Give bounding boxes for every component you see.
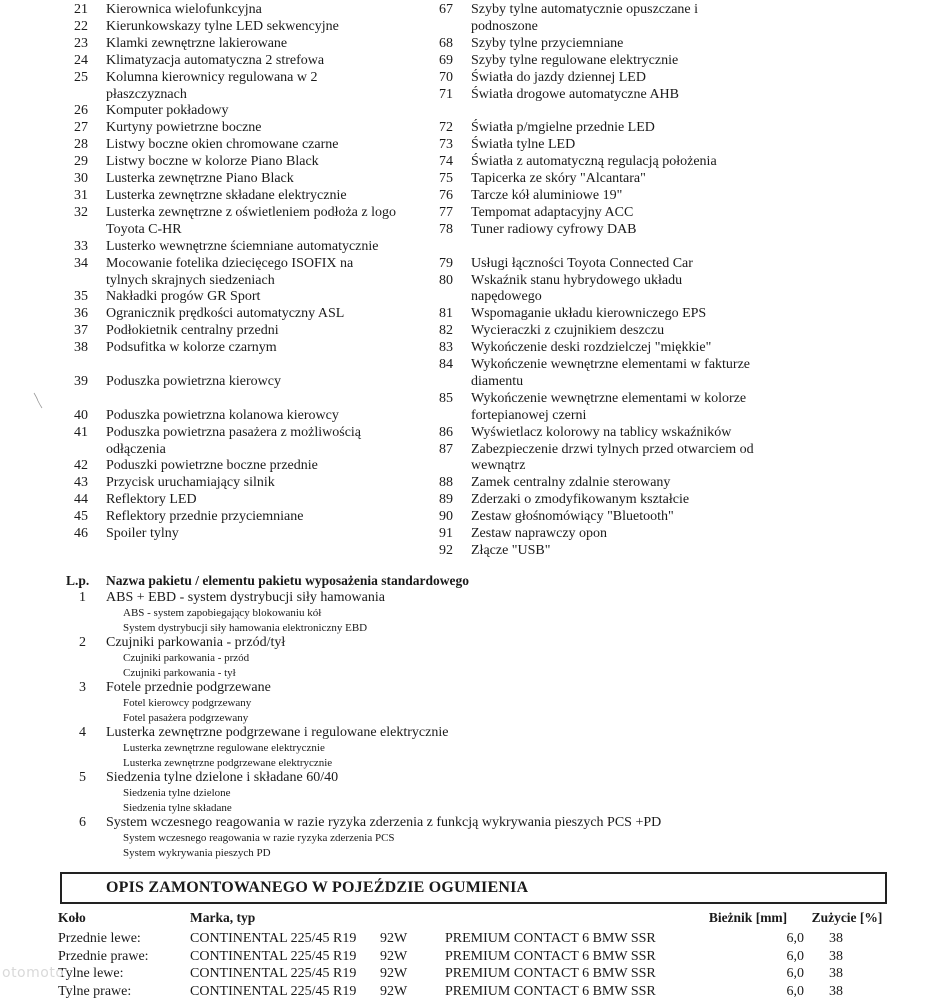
equipment-item: [60, 188, 410, 205]
equipment-item-text: Spoiler tylny: [106, 526, 410, 543]
equipment-item-number: 36: [60, 306, 88, 323]
equipment-item: [60, 340, 410, 357]
equipment-item-text: Usługi łączności Toyota Connected Car: [471, 256, 800, 273]
package-section: [66, 572, 926, 860]
equipment-item-number: 35: [60, 289, 88, 306]
equipment-item: [60, 357, 410, 374]
package-subitem: ABS - system zapobiegający blokowaniu kół: [123, 606, 926, 621]
package-name: Czujniki parkowania - przód/tył: [106, 635, 926, 651]
equipment-item-text: Podłokietnik centralny przedni: [106, 323, 410, 340]
tire-wear: 38: [796, 966, 876, 982]
equipment-item-text: wewnątrz: [471, 458, 800, 475]
equipment-item-number: 43: [60, 475, 88, 492]
equipment-item: [60, 458, 410, 475]
equipment-item-text: Poduszka powietrzna kolanowa kierowcy: [106, 408, 410, 425]
equipment-item: [425, 188, 800, 205]
equipment-item-text: Poduszka powietrzna pasażera z możliwością: [106, 425, 410, 442]
equipment-item-text: Wskaźnik stanu hybrydowego układu: [471, 273, 800, 290]
tire-load-speed-index: 92W: [380, 949, 407, 965]
equipment-item: [425, 70, 800, 87]
package-subitem: Fotel kierowcy podgrzewany: [123, 696, 926, 711]
equipment-item: [60, 526, 410, 543]
tire-wear: 38: [796, 931, 876, 947]
tire-model: PREMIUM CONTACT 6 BMW SSR: [445, 966, 656, 982]
equipment-item-text: Komputer pokładowy: [106, 103, 410, 120]
equipment-item-text: Reflektory LED: [106, 492, 410, 509]
package-name: System wczesnego reagowania w razie ryzyka zderzenia z funkcją wykrywania pieszych PCS +PD: [106, 815, 926, 831]
tire-table-header: [58, 910, 918, 931]
header-kolo: Koło: [58, 910, 86, 926]
equipment-item: [60, 509, 410, 526]
equipment-item: [60, 154, 410, 171]
equipment-item-number: 29: [60, 154, 88, 171]
equipment-item: [425, 103, 800, 120]
equipment-item: [425, 492, 800, 509]
equipment-item-number: 87: [425, 442, 453, 459]
equipment-item-number: 21: [60, 2, 88, 19]
equipment-item: [60, 171, 410, 188]
header-biez: Bieżnik [mm]: [702, 910, 794, 926]
equipment-item: [425, 526, 800, 543]
equipment-item-number: 46: [60, 526, 88, 543]
equipment-item: [60, 408, 410, 425]
equipment-item-number: 88: [425, 475, 453, 492]
package-subitem: Czujniki parkowania - tył: [123, 666, 926, 681]
tire-table: [58, 910, 918, 1001]
package-name: Fotele przednie podgrzewane: [106, 680, 926, 696]
equipment-item-number: 77: [425, 205, 453, 222]
equipment-item-text: Listwy boczne w kolorze Piano Black: [106, 154, 410, 171]
equipment-item-text: Klimatyzacja automatyczna 2 strefowa: [106, 53, 410, 70]
equipment-item: [425, 340, 800, 357]
tire-brand-size: CONTINENTAL 225/45 R19: [190, 984, 356, 1000]
package-subitem: Siedzenia tylne składane: [123, 801, 926, 816]
package-name: Siedzenia tylne dzielone i składane 60/40: [106, 770, 926, 786]
equipment-item-text: Kierunkowskazy tylne LED sekwencyjne: [106, 19, 410, 36]
equipment-item-text: Szyby tylne przyciemniane: [471, 36, 800, 53]
equipment-item-text: Złącze "USB": [471, 543, 800, 560]
equipment-item-number: 76: [425, 188, 453, 205]
tire-model: PREMIUM CONTACT 6 BMW SSR: [445, 984, 656, 1000]
equipment-item-number: 84: [425, 357, 453, 374]
equipment-item-number: 30: [60, 171, 88, 188]
equipment-item-number: 22: [60, 19, 88, 36]
equipment-item-number: 41: [60, 425, 88, 442]
package-item: [66, 815, 926, 860]
equipment-item-text: Kolumna kierownicy regulowana w 2: [106, 70, 410, 87]
watermark-logo: otomoto: [2, 965, 64, 981]
equipment-item-text: tylnych skrajnych siedzeniach: [106, 273, 410, 290]
tire-brand-size: CONTINENTAL 225/45 R19: [190, 949, 356, 965]
equipment-item-number: 26: [60, 103, 88, 120]
equipment-item-text: Tempomat adaptacyjny ACC: [471, 205, 800, 222]
package-subitem: Fotel pasażera podgrzewany: [123, 711, 926, 726]
equipment-item-text: Przycisk uruchamiający silnik: [106, 475, 410, 492]
equipment-item-number: 28: [60, 137, 88, 154]
package-number: 4: [66, 725, 86, 741]
equipment-item-number: 81: [425, 306, 453, 323]
equipment-item-number: 34: [60, 256, 88, 273]
package-header-lp: L.p.: [66, 573, 106, 589]
equipment-item: [60, 36, 410, 53]
package-list: [66, 590, 926, 860]
equipment-item: [60, 256, 410, 290]
equipment-item: [425, 120, 800, 137]
equipment-item: [425, 306, 800, 323]
equipment-item: [60, 205, 410, 239]
equipment-item-text: Zestaw głośnomówiący "Bluetooth": [471, 509, 800, 526]
equipment-item: [425, 154, 800, 171]
equipment-item-text: Wspomaganie układu kierowniczego EPS: [471, 306, 800, 323]
package-item: [66, 635, 926, 680]
equipment-item: [425, 36, 800, 53]
equipment-item-number: 82: [425, 323, 453, 340]
equipment-item-text: Poduszki powietrzne boczne przednie: [106, 458, 410, 475]
equipment-item-number: 68: [425, 36, 453, 53]
equipment-item: [60, 492, 410, 509]
tire-load-speed-index: 92W: [380, 966, 407, 982]
equipment-item: [425, 205, 800, 222]
equipment-item-text: Lusterka zewnętrzne z oświetleniem podłoża z logo: [106, 205, 410, 222]
equipment-item: [425, 2, 800, 36]
equipment-item: [60, 70, 410, 104]
pen-mark: [32, 392, 44, 410]
equipment-item-number: 80: [425, 273, 453, 290]
equipment-item-text: Zabezpieczenie drzwi tylnych przed otwarciem od: [471, 442, 800, 459]
equipment-item: [425, 323, 800, 340]
tire-model: PREMIUM CONTACT 6 BMW SSR: [445, 931, 656, 947]
package-subitem: Siedzenia tylne dzielone: [123, 786, 926, 801]
equipment-item-text: Lusterka zewnętrzne składane elektrycznie: [106, 188, 410, 205]
equipment-item: [60, 19, 410, 36]
equipment-item-number: 78: [425, 222, 453, 239]
equipment-item-text: Listwy boczne okien chromowane czarne: [106, 137, 410, 154]
tire-section-title: OPIS ZAMONTOWANEGO W POJEŹDZIE OGUMIENIA: [106, 879, 528, 897]
equipment-item: [425, 256, 800, 273]
package-subitem: Lusterka zewnętrzne podgrzewane elektrycznie: [123, 756, 926, 771]
equipment-item: [60, 239, 410, 256]
package-number: 3: [66, 680, 86, 696]
equipment-item-number: 24: [60, 53, 88, 70]
equipment-item-text: Zestaw naprawczy opon: [471, 526, 800, 543]
equipment-item-text: [106, 357, 410, 374]
equipment-item: [60, 391, 410, 408]
equipment-item-text: Klamki zewnętrzne lakierowane: [106, 36, 410, 53]
tire-brand-size: CONTINENTAL 225/45 R19: [190, 966, 356, 982]
equipment-item-number: 42: [60, 458, 88, 475]
tire-position: Przednie lewe:: [58, 931, 141, 947]
equipment-item: [60, 289, 410, 306]
tire-load-speed-index: 92W: [380, 931, 407, 947]
package-name: Lusterka zewnętrzne podgrzewane i regulowane elektrycznie: [106, 725, 926, 741]
equipment-item-text: Światła do jazdy dziennej LED: [471, 70, 800, 87]
equipment-item-text: Wykończenie wewnętrzne elementami w fakturze: [471, 357, 800, 374]
package-item: [66, 680, 926, 725]
equipment-item-number: 40: [60, 408, 88, 425]
package-subitem: System dystrybucji siły hamowania elektroniczny EBD: [123, 621, 926, 636]
package-header: [66, 572, 926, 590]
tire-tread-depth: 6,0: [698, 949, 804, 965]
equipment-item-number: 86: [425, 425, 453, 442]
equipment-item-number: 45: [60, 509, 88, 526]
equipment-item: [425, 137, 800, 154]
equipment-item: [425, 87, 800, 104]
equipment-item: [425, 273, 800, 307]
equipment-item-text: Reflektory przednie przyciemniane: [106, 509, 410, 526]
package-subitem: System wczesnego reagowania w razie ryzyka zderzenia PCS: [123, 831, 926, 846]
tire-brand-size: CONTINENTAL 225/45 R19: [190, 931, 356, 947]
equipment-item-text: odłączenia: [106, 442, 410, 459]
equipment-item: [425, 239, 800, 256]
tire-tread-depth: 6,0: [698, 966, 804, 982]
equipment-item: [60, 306, 410, 323]
equipment-item-text: napędowego: [471, 289, 800, 306]
equipment-item-number: 70: [425, 70, 453, 87]
equipment-item-number: 89: [425, 492, 453, 509]
equipment-item-text: Wyświetlacz kolorowy na tablicy wskaźników: [471, 425, 800, 442]
equipment-item: [60, 103, 410, 120]
equipment-item-text: Tuner radiowy cyfrowy DAB: [471, 222, 800, 239]
tire-tread-depth: 6,0: [698, 984, 804, 1000]
equipment-item-number: 37: [60, 323, 88, 340]
equipment-item: [425, 543, 800, 560]
equipment-item: [60, 425, 410, 459]
equipment-item-number: 69: [425, 53, 453, 70]
equipment-item-text: Wykończenie deski rozdzielczej "miękkie": [471, 340, 800, 357]
equipment-item-number: 31: [60, 188, 88, 205]
package-number: 5: [66, 770, 86, 786]
equipment-item-text: [471, 103, 800, 120]
equipment-item-text: Toyota C-HR: [106, 222, 410, 239]
equipment-item-text: Światła tylne LED: [471, 137, 800, 154]
equipment-item-text: Szyby tylne regulowane elektrycznie: [471, 53, 800, 70]
package-name: ABS + EBD - system dystrybucji siły hamowania: [106, 590, 926, 606]
equipment-item: [425, 391, 800, 425]
equipment-item-text: Lusterko wewnętrzne ściemniane automatycznie: [106, 239, 410, 256]
equipment-item-text: Podsufitka w kolorze czarnym: [106, 340, 410, 357]
equipment-item-text: Poduszka powietrzna kierowcy: [106, 374, 410, 391]
tire-position: Tylne lewe:: [58, 966, 124, 982]
equipment-item-number: 90: [425, 509, 453, 526]
equipment-item-text: Światła p/mgielne przednie LED: [471, 120, 800, 137]
package-subitem: Czujniki parkowania - przód: [123, 651, 926, 666]
equipment-item: [60, 323, 410, 340]
package-header-name: Nazwa pakietu / elementu pakietu wyposażenia standardowego: [106, 573, 469, 589]
tire-tread-depth: 6,0: [698, 931, 804, 947]
tire-row: [58, 966, 918, 984]
equipment-item-text: diamentu: [471, 374, 800, 391]
tire-section-title-box: [60, 872, 887, 904]
package-number: 1: [66, 590, 86, 606]
package-subitem: System wykrywania pieszych PD: [123, 846, 926, 861]
equipment-item-number: 83: [425, 340, 453, 357]
equipment-item-text: fortepianowej czerni: [471, 408, 800, 425]
package-subitem: Lusterka zewnętrzne regulowane elektrycznie: [123, 741, 926, 756]
equipment-item-text: Ogranicznik prędkości automatyczny ASL: [106, 306, 410, 323]
equipment-item-text: [106, 391, 410, 408]
equipment-item: [60, 374, 410, 391]
equipment-item-text: Światła drogowe automatyczne AHB: [471, 87, 800, 104]
tire-wear: 38: [796, 949, 876, 965]
equipment-item-number: 71: [425, 87, 453, 104]
equipment-item-number: 27: [60, 120, 88, 137]
equipment-item-number: 38: [60, 340, 88, 357]
equipment-item-number: 73: [425, 137, 453, 154]
header-marka: Marka, typ: [190, 910, 255, 926]
tire-row: [58, 984, 918, 1001]
package-item: [66, 770, 926, 815]
equipment-item: [425, 171, 800, 188]
equipment-item-text: Mocowanie fotelika dziecięcego ISOFIX na: [106, 256, 410, 273]
equipment-item: [60, 53, 410, 70]
equipment-item-number: 74: [425, 154, 453, 171]
equipment-item-number: 33: [60, 239, 88, 256]
equipment-item-text: Wykończenie wewnętrzne elementami w kolorze: [471, 391, 800, 408]
equipment-item-text: Tapicerka ze skóry "Alcantara": [471, 171, 800, 188]
equipment-item: [60, 137, 410, 154]
equipment-item-number: 44: [60, 492, 88, 509]
equipment-item: [425, 475, 800, 492]
equipment-item-text: Kierownica wielofunkcyjna: [106, 2, 410, 19]
equipment-item-number: 75: [425, 171, 453, 188]
header-zuz: Zużycie [%]: [800, 910, 894, 926]
equipment-item: [425, 442, 800, 476]
equipment-item-text: Nakładki progów GR Sport: [106, 289, 410, 306]
equipment-item-text: Zderzaki o zmodyfikowanym kształcie: [471, 492, 800, 509]
equipment-item-number: 72: [425, 120, 453, 137]
equipment-item: [425, 53, 800, 70]
package-item: [66, 590, 926, 635]
equipment-item-text: Lusterka zewnętrzne Piano Black: [106, 171, 410, 188]
tire-row: [58, 931, 918, 949]
tire-position: Tylne prawe:: [58, 984, 131, 1000]
equipment-list-right: [425, 2, 800, 560]
equipment-item: [60, 2, 410, 19]
package-number: 6: [66, 815, 86, 831]
equipment-item-number: 91: [425, 526, 453, 543]
equipment-item-number: 79: [425, 256, 453, 273]
equipment-item-text: [471, 239, 800, 256]
equipment-item-text: płaszczyznach: [106, 87, 410, 104]
equipment-item-text: Światła z automatyczną regulacją położenia: [471, 154, 800, 171]
equipment-item: [425, 425, 800, 442]
equipment-item-text: Kurtyny powietrzne boczne: [106, 120, 410, 137]
equipment-item-text: Wycieraczki z czujnikiem deszczu: [471, 323, 800, 340]
equipment-item-number: 32: [60, 205, 88, 222]
equipment-item: [60, 120, 410, 137]
equipment-item: [60, 475, 410, 492]
equipment-item-text: Tarcze kół aluminiowe 19": [471, 188, 800, 205]
equipment-item-number: 92: [425, 543, 453, 560]
tire-model: PREMIUM CONTACT 6 BMW SSR: [445, 949, 656, 965]
equipment-item-number: 85: [425, 391, 453, 408]
equipment-item: [425, 222, 800, 239]
equipment-item-text: podnoszone: [471, 19, 800, 36]
equipment-item-text: Szyby tylne automatycznie opuszczane i: [471, 2, 800, 19]
equipment-item: [425, 509, 800, 526]
equipment-list-left: [60, 2, 410, 543]
equipment-item-number: 25: [60, 70, 88, 87]
equipment-item: [425, 357, 800, 391]
tire-load-speed-index: 92W: [380, 984, 407, 1000]
tire-wear: 38: [796, 984, 876, 1000]
equipment-item-number: 39: [60, 374, 88, 391]
equipment-item-number: 23: [60, 36, 88, 53]
tire-row: [58, 949, 918, 967]
equipment-item-text: Zamek centralny zdalnie sterowany: [471, 475, 800, 492]
package-item: [66, 725, 926, 770]
equipment-item-number: 67: [425, 2, 453, 19]
tire-position: Przednie prawe:: [58, 949, 149, 965]
package-number: 2: [66, 635, 86, 651]
